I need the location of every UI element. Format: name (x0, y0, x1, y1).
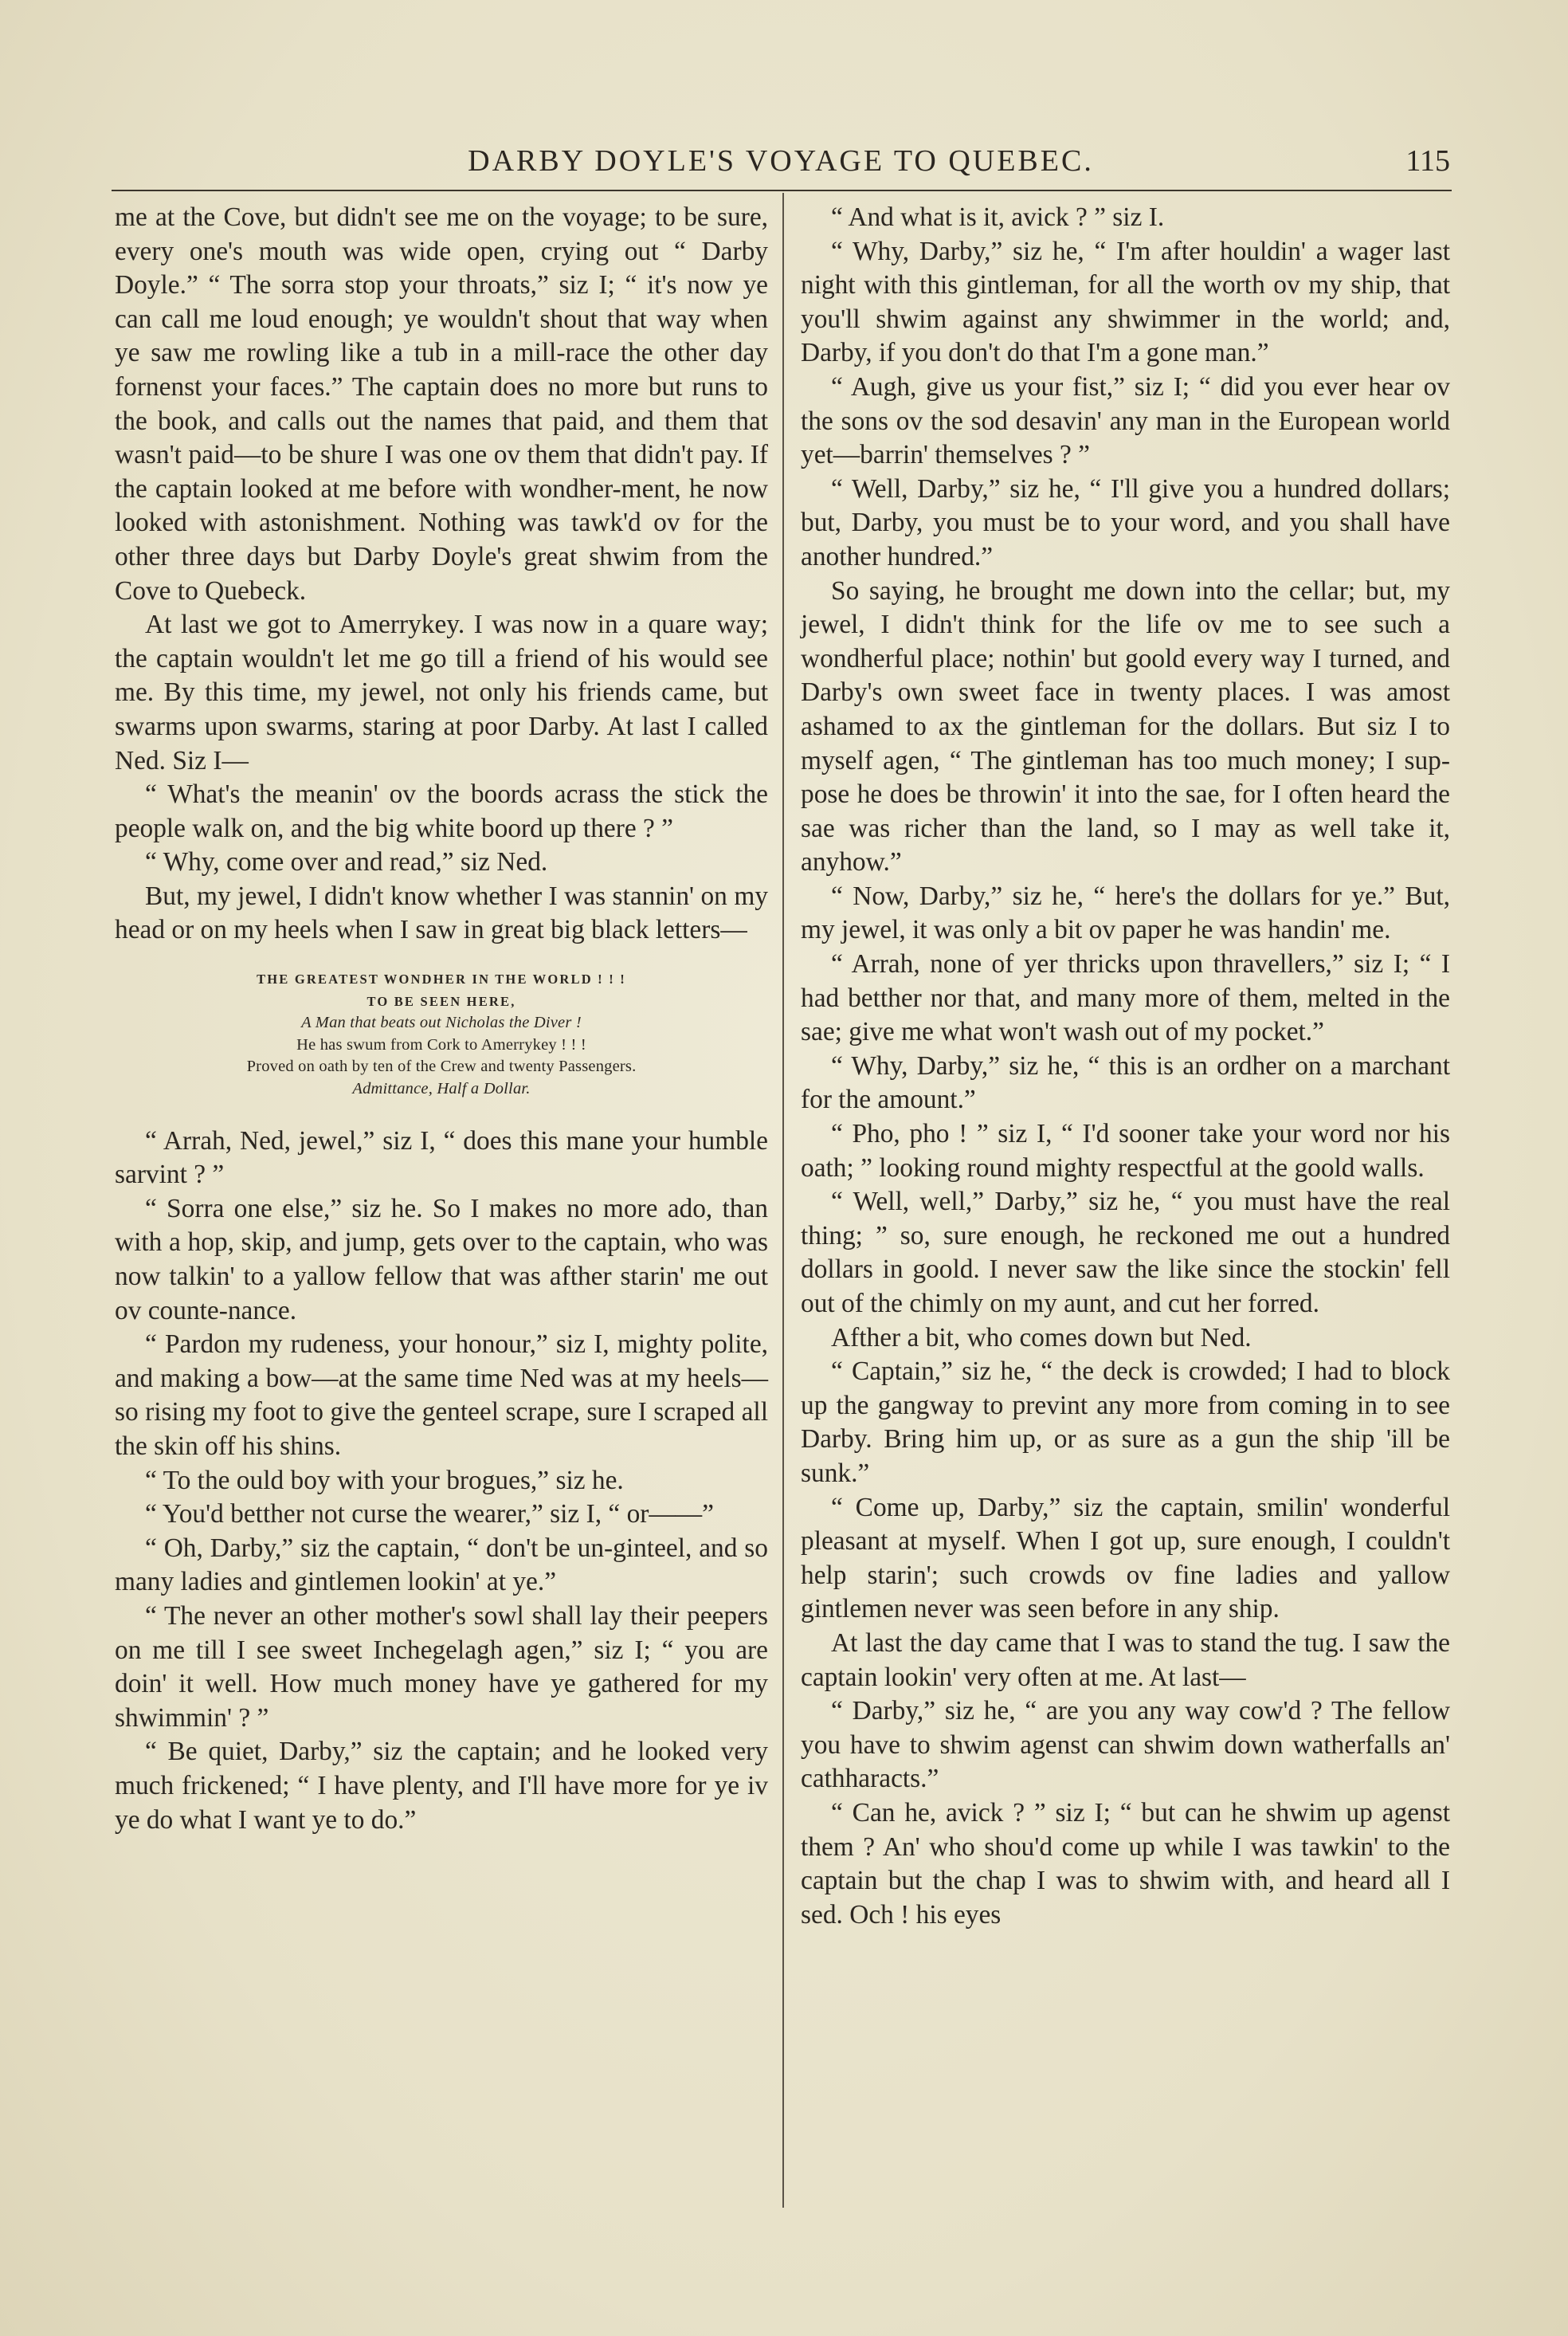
left-column (115, 201, 768, 1837)
paragraph: “ To the ould boy with your brogues,” siz he. (145, 1465, 624, 1495)
paragraph: “ Can he, avick ? ” siz I; “ but can he shwim up agenst them ? An' who shou'd come up while I was tawkin' to the captain but the chap I was to shwim with, and heard all I sed. Och ! his eyes (801, 1797, 1450, 1930)
paragraph: But, my jewel, I didn't know whether I was stannin' on my head or on my heels when I saw in great big black letters— (115, 881, 768, 945)
paragraph: “ Come up, Darby,” siz the captain, smilin' wonderful pleasant at myself. When I got up, sure enough, I couldn't help starin'; such crowds ov fine ladies and yallow gintlemen never was seen before in any ship. (801, 1492, 1450, 1624)
paragraph: “ Why, Darby,” siz he, “ this is an ordher on a marchant for the amount.” (801, 1050, 1450, 1115)
paragraph: “ Augh, give us your fist,” siz I; “ did you ever hear ov the sons ov the sod desavin' any man in the European world yet—barrin' themselves ? ” (801, 371, 1450, 470)
placard-line: Proved on oath by ten of the Crew and twenty Passengers. (246, 1058, 637, 1076)
paragraph: “ Arrah, none of yer thricks upon thravellers,” siz I; “ I had betther nor that, and many more of them, melted in the sae; give me what won't wash out of my pocket.” (801, 949, 1450, 1047)
paragraph: Afther a bit, who comes down but Ned. (831, 1322, 1252, 1353)
paragraph: “ Captain,” siz he, “ the deck is crowded; I had to block up the gangway to prevint any more from coming in to see Darby. Bring him up, or as sure as a gun the ship 'ill be sunk.” (801, 1356, 1450, 1488)
paragraph: “ Now, Darby,” siz he, “ here's the dollars for ye.” But, my jewel, it was only a bit ov paper he was handin' me. (801, 881, 1450, 945)
paragraph: “ Well, well,” Darby,” siz he, “ you must have the real thing; ” so, sure enough, he reckoned me out a hundred dollars in goold. I never saw the like since the stockin' fell out of the chimly on my aunt, and cut her forred. (801, 1187, 1450, 1318)
paragraph: At last we got to Amerrykey. I was now in a quare way; the captain wouldn't let me go till a friend of his would see me. By this time, my jewel, not only his friends came, but swarms upon swarms, staring at poor Darby. At last I called Ned. Siz I— (115, 610, 768, 775)
paragraph: “ The never an other mother's sowl shall lay their peepers on me till I see sweet Inchegelagh agen,” siz I; “ you are doin' it well. How much money have ye gathered for my shwimmin' ? ” (115, 1600, 768, 1733)
paragraph: “ You'd betther not curse the wearer,” siz I, “ or——” (145, 1499, 714, 1529)
paragraph: “ Well, Darby,” siz he, “ I'll give you a hundred dollars; but, Darby, you must be to your word, and you shall have another hundred.” (801, 473, 1450, 571)
placard-admittance: Admittance, Half a Dollar. (352, 1080, 531, 1098)
paragraph: So saying, he brought me down into the cellar; but, my jewel, I didn't think for the life ov me to see such a wondherful place; nothin' but goold every way I turned, and Darby's own sweet face in twenty places. I was amost ashamed to ax the gintleman for the dollars. But siz I to myself agen, “ The gintleman has too much money; I sup-pose he does be throwin' it into the sae, for I often heard the sae was richer than the land, so I may as well take it, anyhow.” (801, 575, 1450, 877)
page-header (112, 143, 1450, 188)
placard-subheadline: TO BE SEEN HERE, (367, 993, 516, 1009)
paragraph: “ Arrah, Ned, jewel,” siz I, “ does this mane your humble sarvint ? ” (115, 1125, 768, 1190)
placard-headline: THE GREATEST WONDHER IN THE WORLD ! ! ! (257, 972, 626, 987)
paragraph: me at the Cove, but didn't see me on the voyage; to be sure, every one's mouth was wide open, crying out “ Darby Doyle.” “ The sorra stop your throats,” siz I; “ it's now ye can call me loud enough; ye wouldn't shout that way when ye saw me rowling like a tub in a mill-race the other day fornenst your faces.” The captain does no more but runs to the book, and calls out the names that paid, and them that wasn't paid—to be shure I was one ov them that didn't pay. If the captain looked at me before with wondher-ment, he now looked with astonishment. Nothing was tawk'd ov for the other three days but Darby Doyle's great shwim from the Cove to Quebeck. (115, 202, 768, 606)
paragraph: “ Pardon my rudeness, your honour,” siz I, mighty polite, and making a bow—at the same time Ned was at my heels—so rising my foot to give the genteel scrape, sure I scraped all the skin off his shins. (115, 1329, 768, 1461)
paragraph: “ Sorra one else,” siz he. So I makes no more ado, than with a hop, skip, and jump, gets over to the captain, who was now talkin' to a yallow fellow that was afther starin' me out ov counte-nance. (115, 1193, 768, 1325)
page-number: 115 (1405, 144, 1450, 178)
paragraph: “ And what is it, avick ? ” siz I. (831, 202, 1165, 232)
placard-line: He has swum from Cork to Amerrykey ! ! ! (296, 1035, 586, 1054)
running-head: DARBY DOYLE'S VOYAGE TO QUEBEC. (468, 144, 1094, 178)
header-rule (112, 190, 1452, 191)
placard-notice (115, 968, 768, 1101)
paragraph: At last the day came that I was to stand the tug. I saw the captain lookin' very often at me. At last— (801, 1627, 1450, 1692)
paragraph: “ Pho, pho ! ” siz I, “ I'd sooner take your word nor his oath; ” looking round mighty respectful at the goold walls. (801, 1119, 1450, 1183)
paragraph: “ Why, come over and read,” siz Ned. (145, 847, 548, 877)
column-divider (782, 193, 784, 2208)
paragraph: “ Oh, Darby,” siz the captain, “ don't be un-ginteel, and so many ladies and gintlemen lookin' at ye.” (115, 1533, 768, 1597)
placard-line: A Man that beats out Nicholas the Diver ! (301, 1014, 582, 1032)
paragraph: “ Be quiet, Darby,” siz the captain; and he looked very much frickened; “ I have plenty, and I'll have more for ye iv ye do what I want ye to do.” (115, 1737, 768, 1835)
paragraph: “ Darby,” siz he, “ are you any way cow'd ? The fellow you have to shwim agenst can shwim down watherfalls an' cathharacts.” (801, 1696, 1450, 1794)
paragraph: “ Why, Darby,” siz he, “ I'm after houldin' a wager last night with this gintleman, for all the worth ov my ship, that you'll shwim against any shwimmer in the world; and, Darby, if you don't do that I'm a gone man.” (801, 236, 1450, 368)
paragraph: “ What's the meanin' ov the boords acrass the stick the people walk on, and the big white boord up there ? ” (115, 779, 768, 843)
right-column (801, 201, 1450, 1932)
